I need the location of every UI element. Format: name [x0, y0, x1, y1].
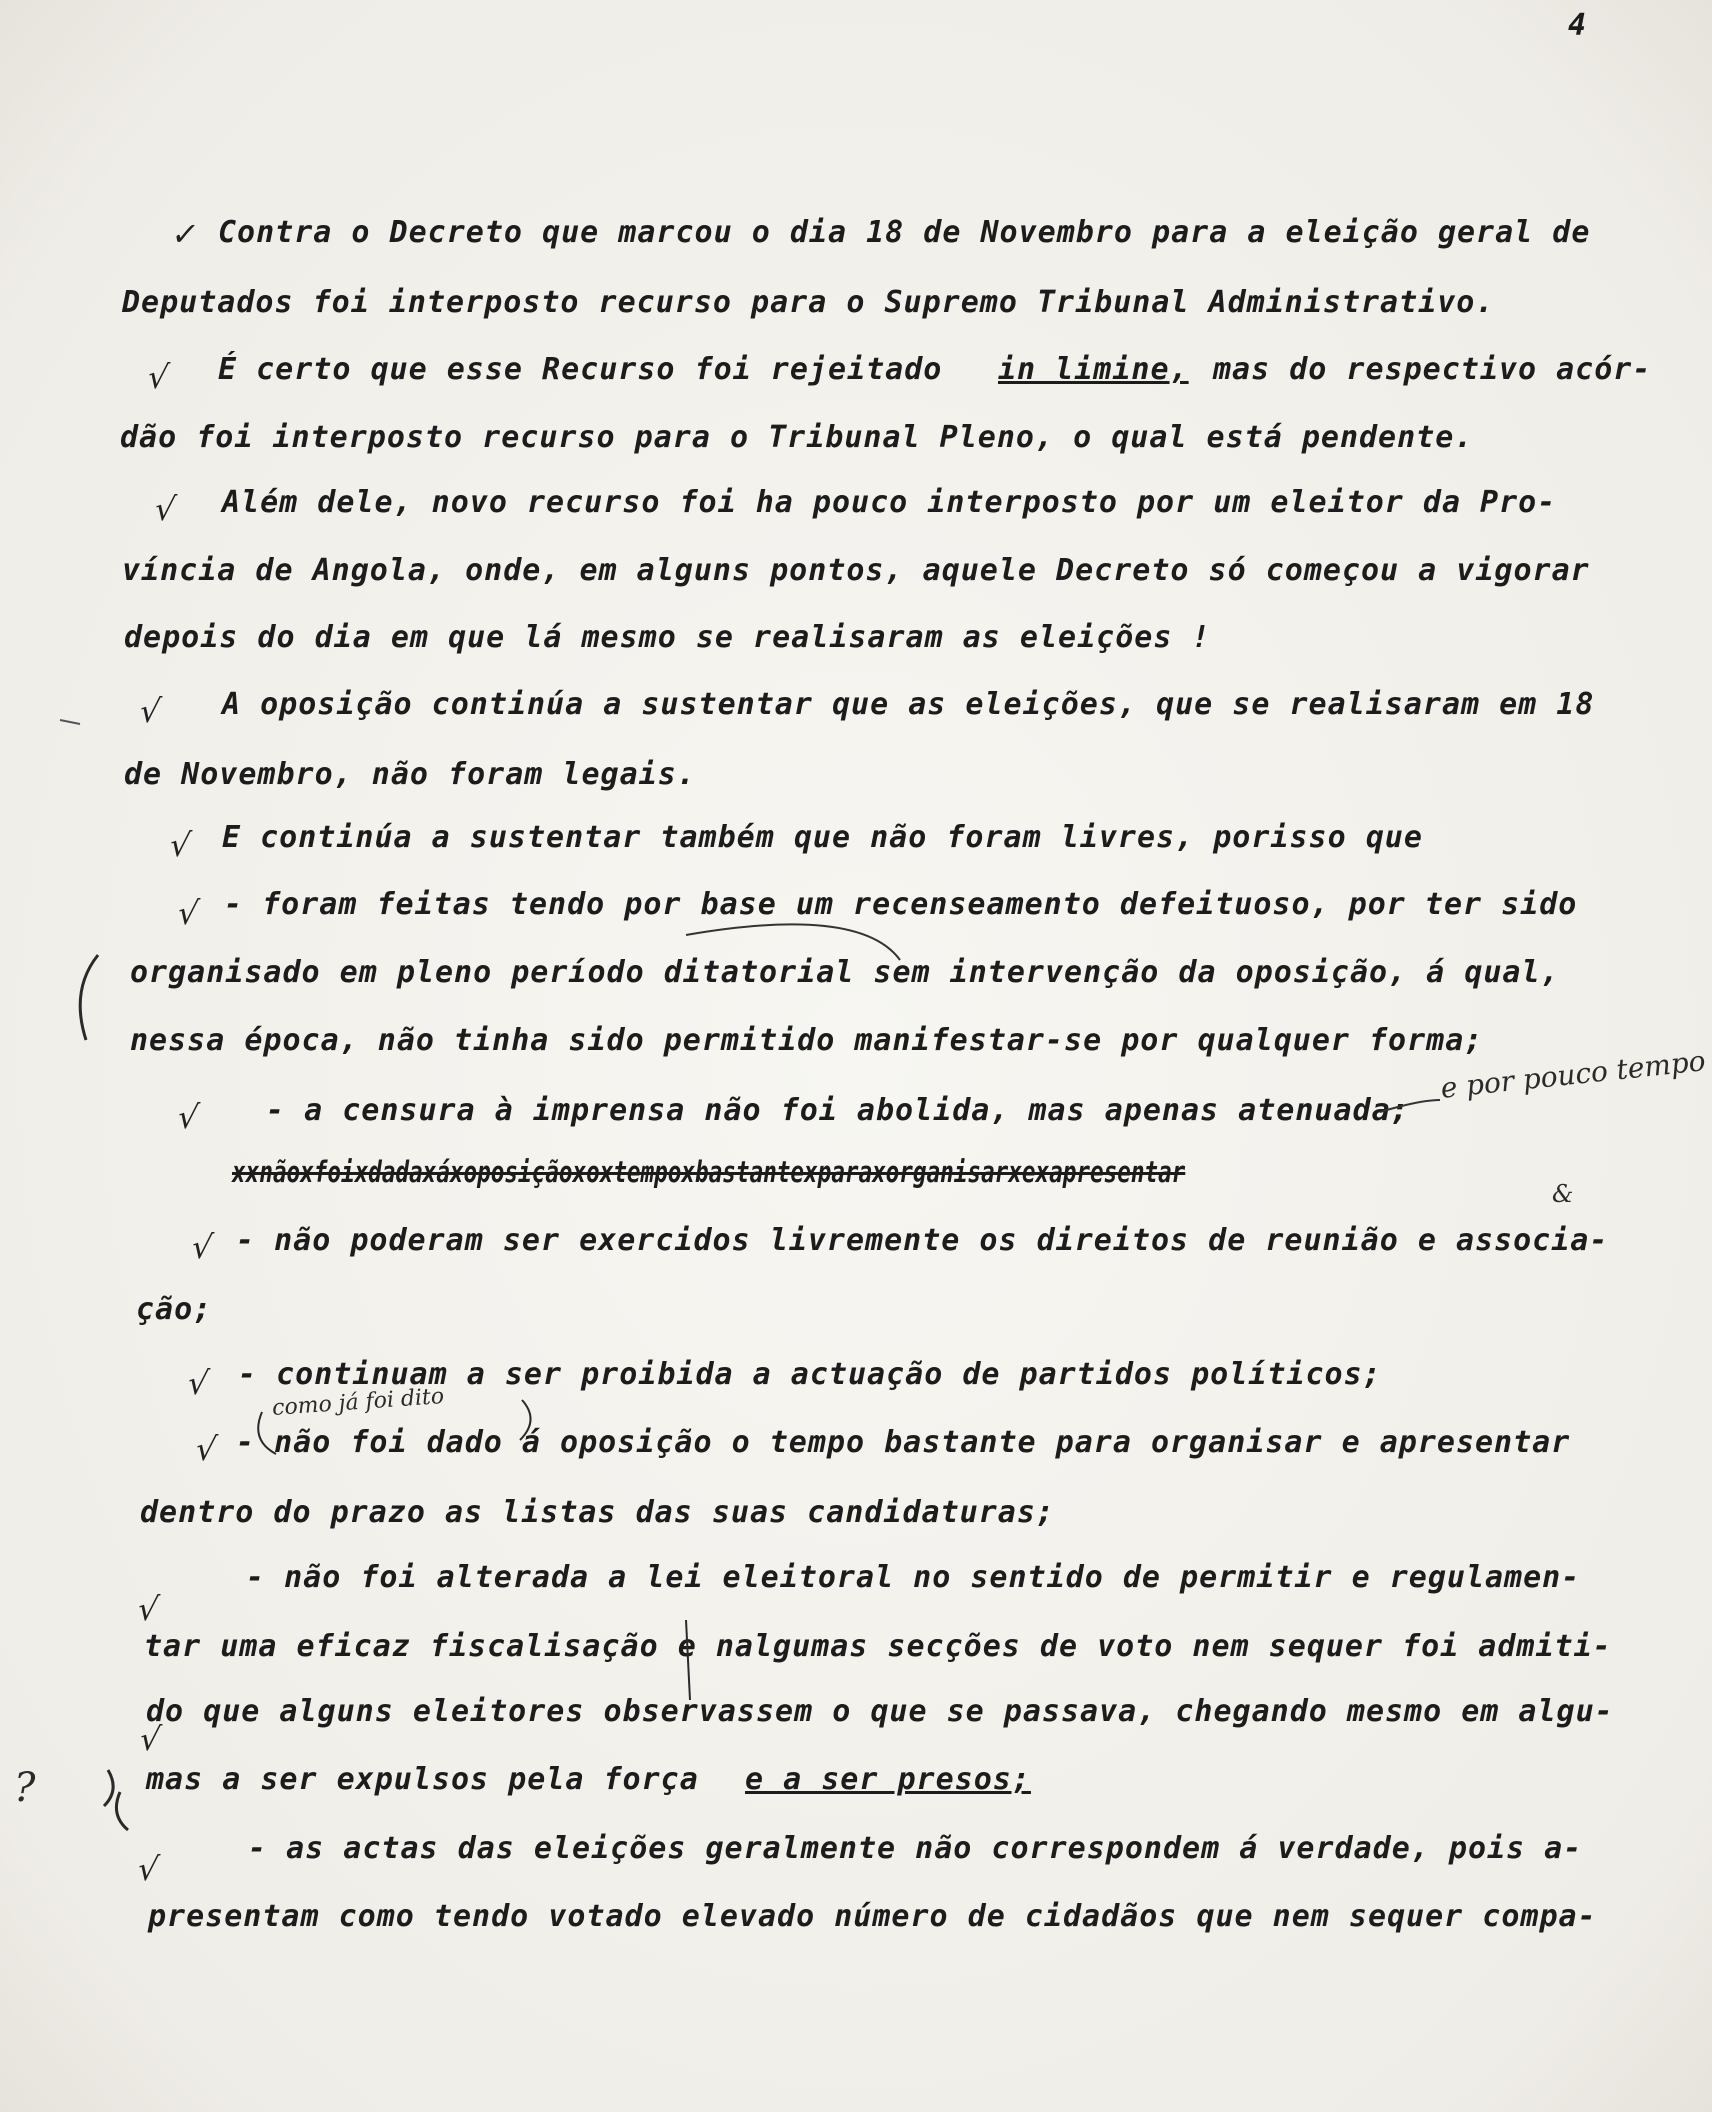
text-line-20: - não foi alterada a lei eleitoral no sentido de permitir e regulamen- [246, 1560, 1581, 1595]
text-line-3a: É certo que esse Recurso foi rejeitado [218, 352, 943, 387]
insertion-bracket [258, 1400, 530, 1454]
text-line-17: - continuam a ser proibida a actuação de partidos políticos; [238, 1357, 1382, 1392]
connector-stroke [1380, 1100, 1440, 1112]
page-number: 4 [1568, 8, 1587, 43]
text-line-11: - foram feitas tendo por base um recenseamento defeituoso, por ter sido [224, 887, 1578, 922]
text-line-14: - a censura à imprensa não foi abolida, mas apenas atenuada; [266, 1093, 1410, 1128]
text-line-16: ção; [136, 1292, 213, 1327]
text-line-21: tar uma eficaz fiscalisação e nalgumas secções de voto nem sequer foi admiti- [144, 1629, 1612, 1664]
check-mark-icon: √ [175, 1098, 202, 1136]
text-line-15: - não poderam ser exercidos livremente os direitos de reunião e associa- [236, 1223, 1609, 1258]
handwritten-question-mark: ? [14, 1765, 36, 1811]
text-line-12: organisado em pleno período ditatorial sem intervenção da oposição, á qual, [130, 955, 1560, 990]
text-line-9: de Novembro, não foram legais. [124, 757, 696, 792]
text-line-19: dentro do prazo as listas das suas candidaturas; [140, 1495, 1055, 1530]
text-line-18: - não foi dado á oposição o tempo bastante para organisar e apresentar [236, 1425, 1571, 1460]
text-line-8: A oposição continúa a sustentar que as eleições, que se realisaram em 18 [222, 687, 1595, 722]
handwritten-margin-note: e por pouco tempo [1439, 1044, 1707, 1105]
check-mark-icon: √ [137, 1720, 164, 1758]
text-line-3b: in limine, [998, 352, 1189, 387]
check-mark-icon: √ [185, 1364, 212, 1402]
check-mark-icon: √ [137, 692, 164, 730]
text-line-13: nessa época, não tinha sido permitido manifestar-se por qualquer forma; [130, 1023, 1484, 1058]
check-mark-icon: √ [189, 1228, 216, 1266]
tick-stroke [60, 720, 80, 724]
text-line-1: Contra o Decreto que marcou o dia 18 de Novembro para a eleição geral de [218, 215, 1591, 250]
text-line-24: - as actas das eleições geralmente não correspondem á verdade, pois a- [248, 1831, 1583, 1866]
text-line-23a: mas a ser expulsos pela força [146, 1762, 699, 1797]
divider-stroke [686, 1620, 690, 1700]
arc-stroke [686, 924, 900, 960]
check-mark-icon: √ [193, 1430, 220, 1468]
struck-line: xxnãoxfoixdadaxáxoposiçãoxoxtempoxbastantexparaxorganisarxexapresentar [232, 1155, 1186, 1189]
text-line-4: dão foi interposto recurso para o Tribunal Pleno, o qual está pendente. [120, 420, 1474, 455]
check-mark-icon: √ [135, 1590, 162, 1628]
check-mark-icon: √ [152, 490, 179, 528]
check-mark-icon: √ [167, 826, 194, 864]
text-line-22: do que alguns eleitores observassem o que se passava, chegando mesmo em algu- [146, 1694, 1614, 1729]
text-line-25: presentam como tendo votado elevado número de cidadãos que nem sequer compa- [148, 1899, 1597, 1934]
handwritten-insertion-note: como já foi dito [271, 1384, 445, 1421]
text-line-6: víncia de Angola, onde, em alguns pontos, aquele Decreto só começou a vigorar [122, 553, 1590, 588]
text-line-7: depois do dia em que lá mesmo se realisaram as eleições ! [124, 620, 1211, 655]
text-line-3c: mas do respectivo acór- [1213, 352, 1652, 387]
check-mark-icon: √ [145, 358, 172, 396]
text-line-23b: e a ser presos; [745, 1762, 1031, 1797]
text-line-5: Além dele, novo recurso foi ha pouco interposto por um eleitor da Pro- [222, 485, 1557, 520]
check-mark-icon: √ [175, 894, 202, 932]
handwritten-small-mark: & [1552, 1180, 1574, 1208]
text-line-2: Deputados foi interposto recurso para o Supremo Tribunal Administrativo. [122, 285, 1495, 320]
text-line-10: E continúa a sustentar também que não foram livres, porisso que [222, 820, 1423, 855]
margin-scribble [104, 1770, 128, 1830]
check-mark-icon: √ [135, 1850, 162, 1888]
bracket-stroke [80, 955, 98, 1040]
check-mark-icon: ✓ [169, 215, 202, 253]
